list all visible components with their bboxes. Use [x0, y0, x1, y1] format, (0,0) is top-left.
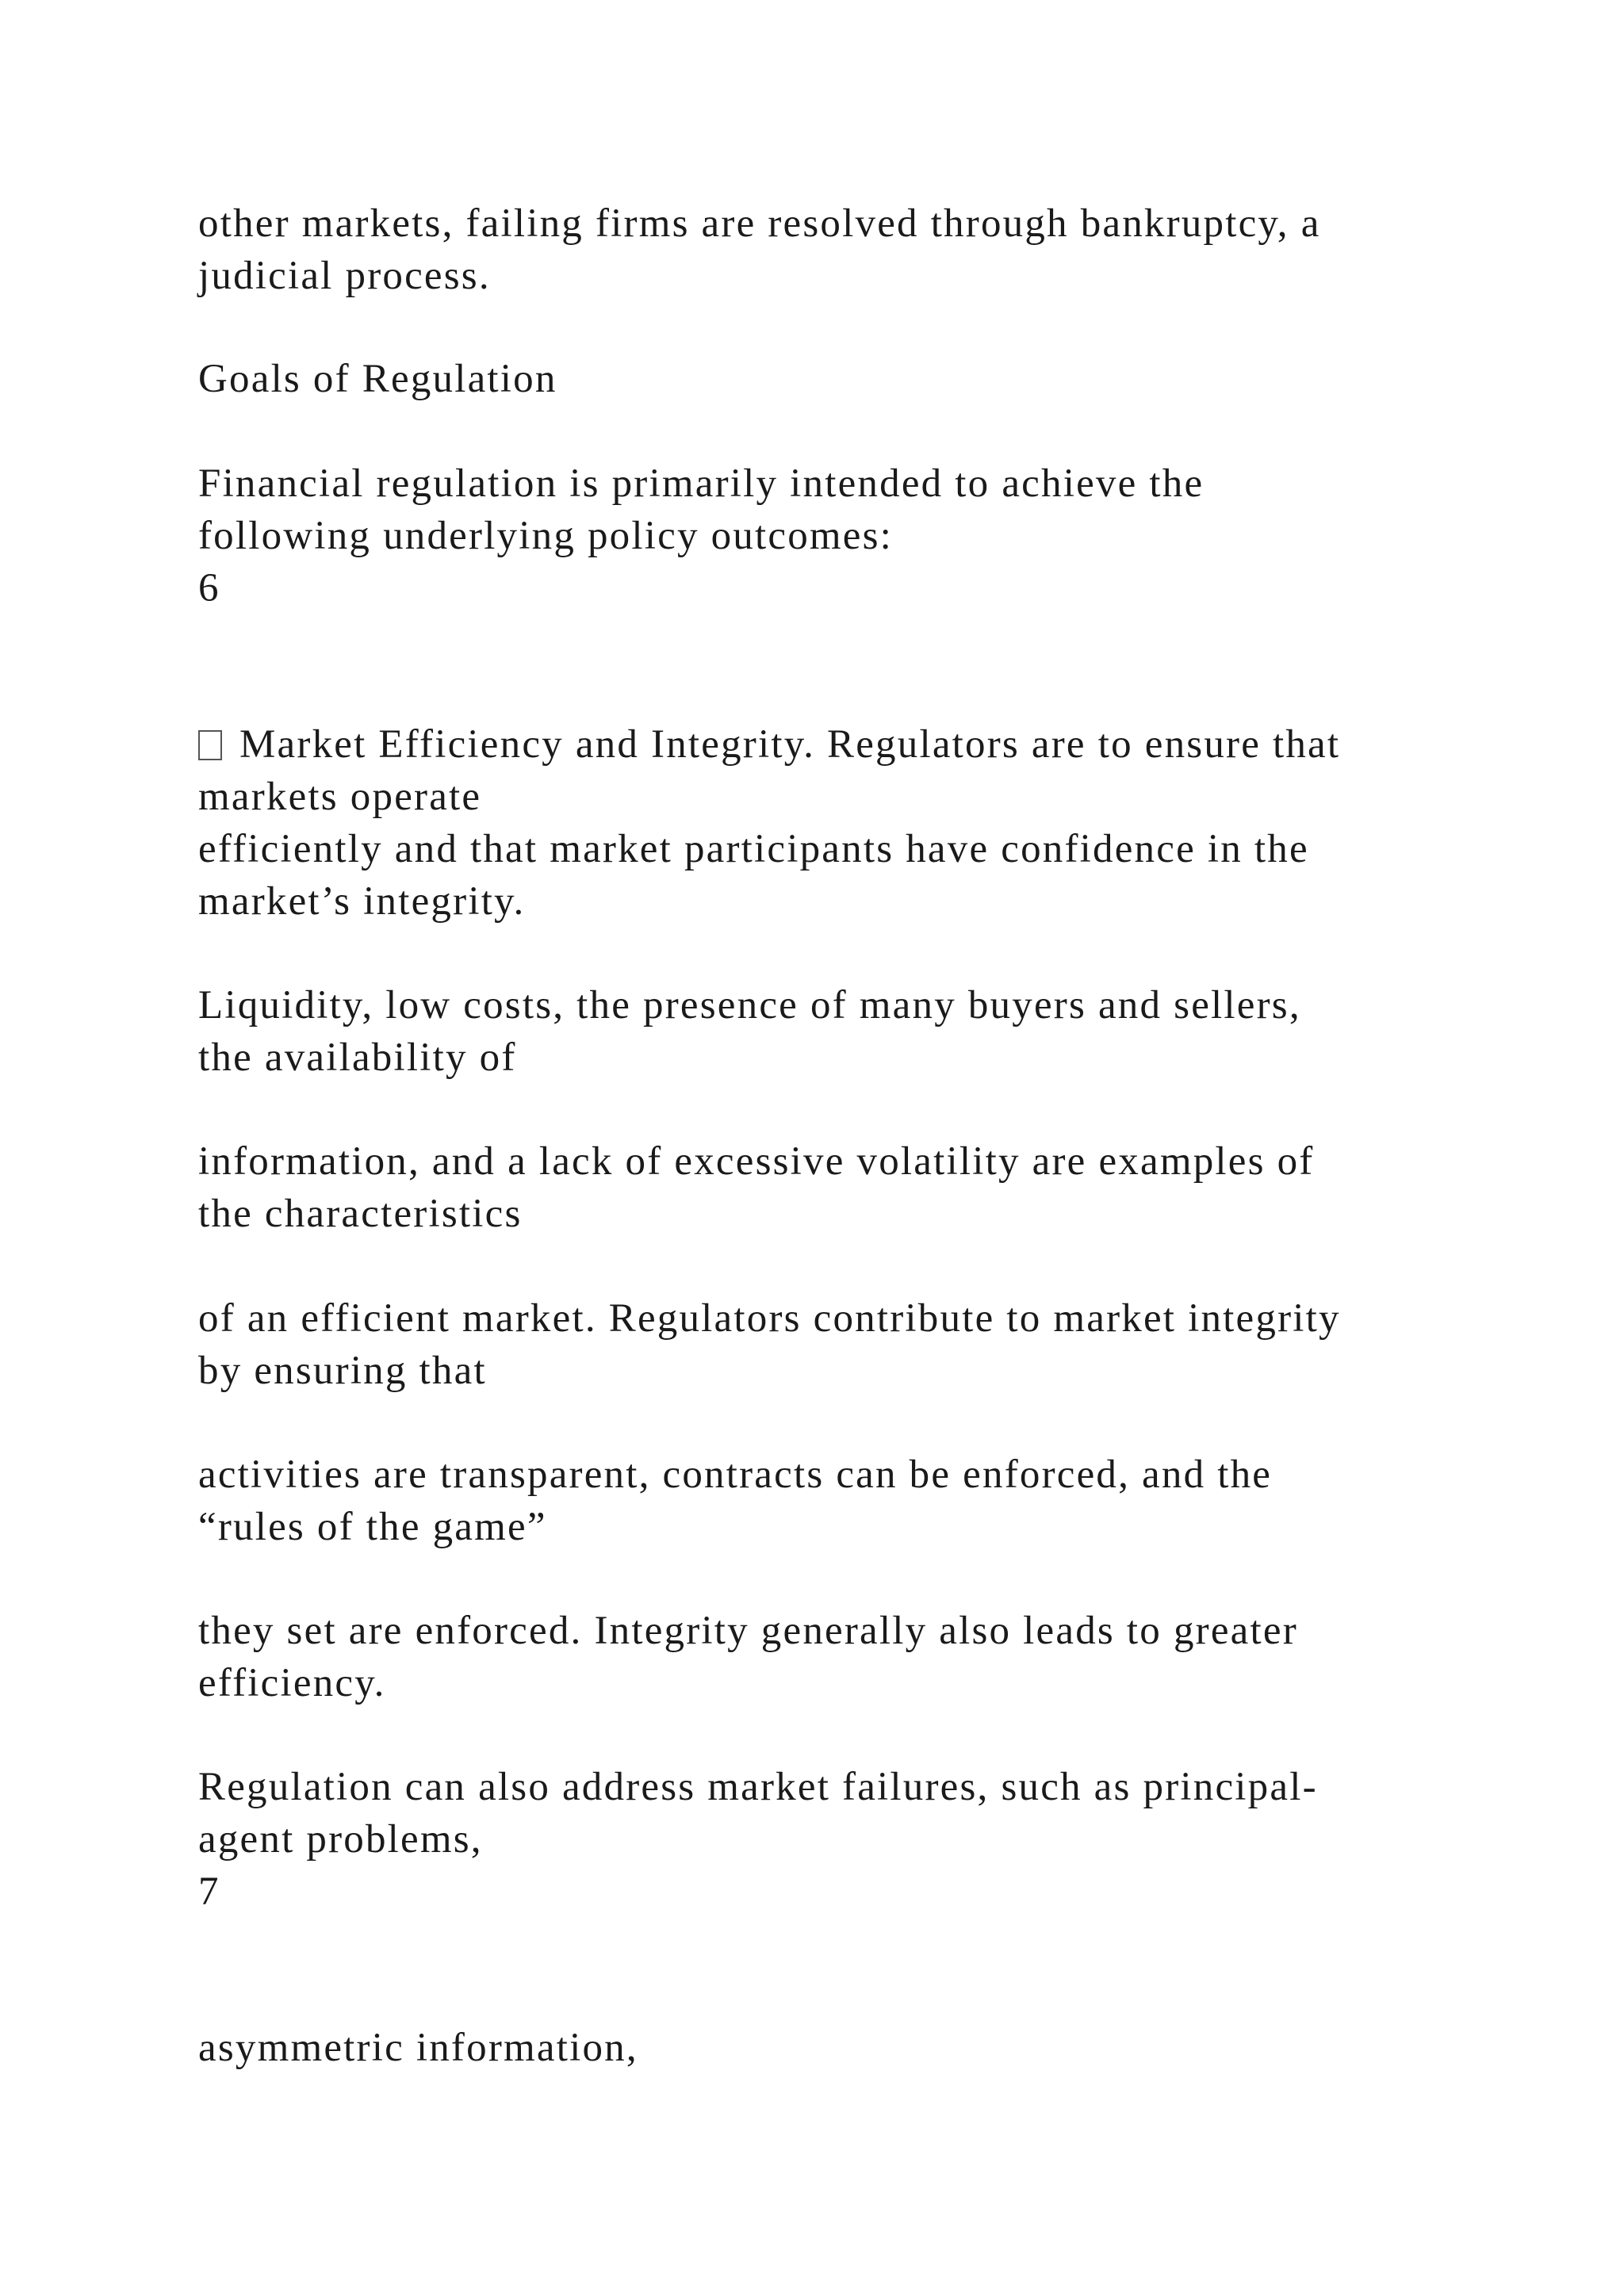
text-line: of an efficient market. Regulators contribute to market integrity	[198, 1296, 1341, 1341]
text-line: judicial process.	[198, 254, 491, 298]
text-line: following underlying policy outcomes:	[198, 514, 894, 558]
footnote-number: 7	[198, 1869, 220, 1914]
text-line: information, and a lack of excessive volatility are examples of	[198, 1139, 1315, 1184]
text-line: activities are transparent, contracts can be enforced, and the	[198, 1452, 1273, 1497]
bullet-text: Market Efficiency and Integrity. Regulators are to ensure that	[239, 722, 1341, 767]
text-line: efficiently and that market participants have confidence in the	[198, 827, 1309, 871]
text-line: markets operate	[198, 775, 482, 819]
text-line: “rules of the game”	[198, 1505, 547, 1549]
text-line: they set are enforced. Integrity generally also leads to greater	[198, 1609, 1298, 1653]
text-line: by ensuring that	[198, 1349, 487, 1393]
text-line: market’s integrity.	[198, 879, 526, 924]
text-line: Regulation can also address market failures, such as principal-	[198, 1765, 1318, 1809]
text-line: agent problems,	[198, 1817, 483, 1862]
text-line: Liquidity, low costs, the presence of many buyers and sellers,	[198, 983, 1301, 1027]
section-heading: Goals of Regulation	[198, 357, 557, 401]
bullet-item	[198, 722, 1341, 767]
bullet-box-icon	[198, 730, 222, 760]
text-line: the characteristics	[198, 1192, 523, 1236]
text-line: efficiency.	[198, 1661, 386, 1705]
text-line: asymmetric information,	[198, 2026, 638, 2070]
text-line: Financial regulation is primarily intended to achieve the	[198, 461, 1205, 506]
text-line: the availability of	[198, 1035, 517, 1080]
footnote-number: 6	[198, 566, 220, 610]
text-line: other markets, failing firms are resolved through bankruptcy, a	[198, 201, 1321, 246]
